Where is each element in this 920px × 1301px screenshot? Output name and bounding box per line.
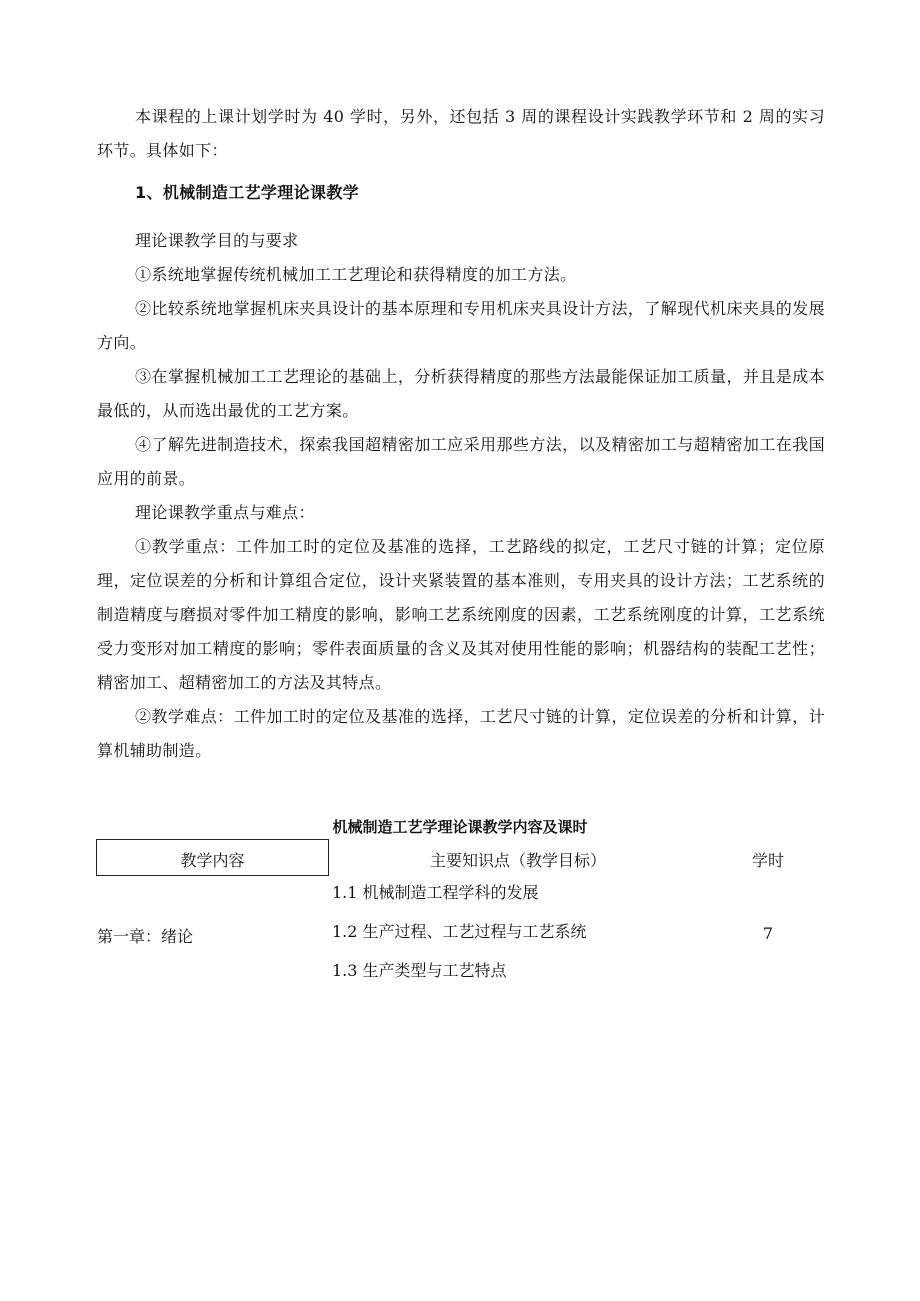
chapter-hours: 7 xyxy=(762,924,774,943)
intro-paragraph: 本课程的上课计划学时为 40 学时，另外，还包括 3 周的课程设计实践教学环节和 2 周的实习环节。具体如下： xyxy=(97,107,825,160)
focus-point: ①教学重点：工件加工时的定位及基准的选择，工艺路线的拟定，工艺尺寸链的计算；定位原理，定位误差的分析和计算组合定位，设计夹紧装置的基本准则，专用夹具的设计方法；工艺系统的制造精度与磨损对零件加工精度的影响，影响工艺系统刚度的因素，工艺系统刚度的计算，工艺系统受力变形对加工精度的影响；零件表面质量的含义及其对使用性能的影响；机器结构的装配工艺性；精密加工、超精密加工的方法及其特点。 xyxy=(97,537,825,692)
chapter-title: 第一章：绪论 xyxy=(97,927,194,946)
focus-point: ②教学难点：工件加工时的定位及基准的选择，工艺尺寸链的计算，定位误差的分析和计算，计算机辅助制造。 xyxy=(97,707,825,760)
table-title: 机械制造工艺学理论课教学内容及课时 xyxy=(332,818,588,836)
goal-item: ③在掌握机械加工工艺理论的基础上，分析获得精度的那些方法最能保证加工质量，并且是成本最低的，从而选出最优的工艺方案。 xyxy=(97,367,825,420)
body-text xyxy=(97,100,825,768)
goals-label: 理论课教学目的与要求 xyxy=(135,231,299,250)
goal-item: ②比较系统地掌握机床夹具设计的基本原理和专用机床夹具设计方法，了解现代机床夹具的发展方向。 xyxy=(97,299,825,352)
header-hours: 学时 xyxy=(751,851,784,870)
focus-label: 理论课教学重点与难点： xyxy=(135,503,315,522)
knowledge-point: 1.1 机械制造工程学科的发展 xyxy=(332,883,539,902)
header-content: 教学内容 xyxy=(180,851,245,870)
header-knowledge-points: 主要知识点（教学目标） xyxy=(429,851,606,870)
goal-item: ④了解先进制造技术，探索我国超精密加工应采用那些方法，以及精密加工与超精密加工在我国应用的前景。 xyxy=(97,435,825,488)
knowledge-point: 1.2 生产过程、工艺过程与工艺系统 xyxy=(332,922,587,941)
goal-item: ①系统地掌握传统机械加工工艺理论和获得精度的加工方法。 xyxy=(135,265,577,284)
knowledge-point: 1.3 生产类型与工艺特点 xyxy=(332,961,507,980)
section-heading: 1、机械制造工艺学理论课教学 xyxy=(135,183,360,202)
